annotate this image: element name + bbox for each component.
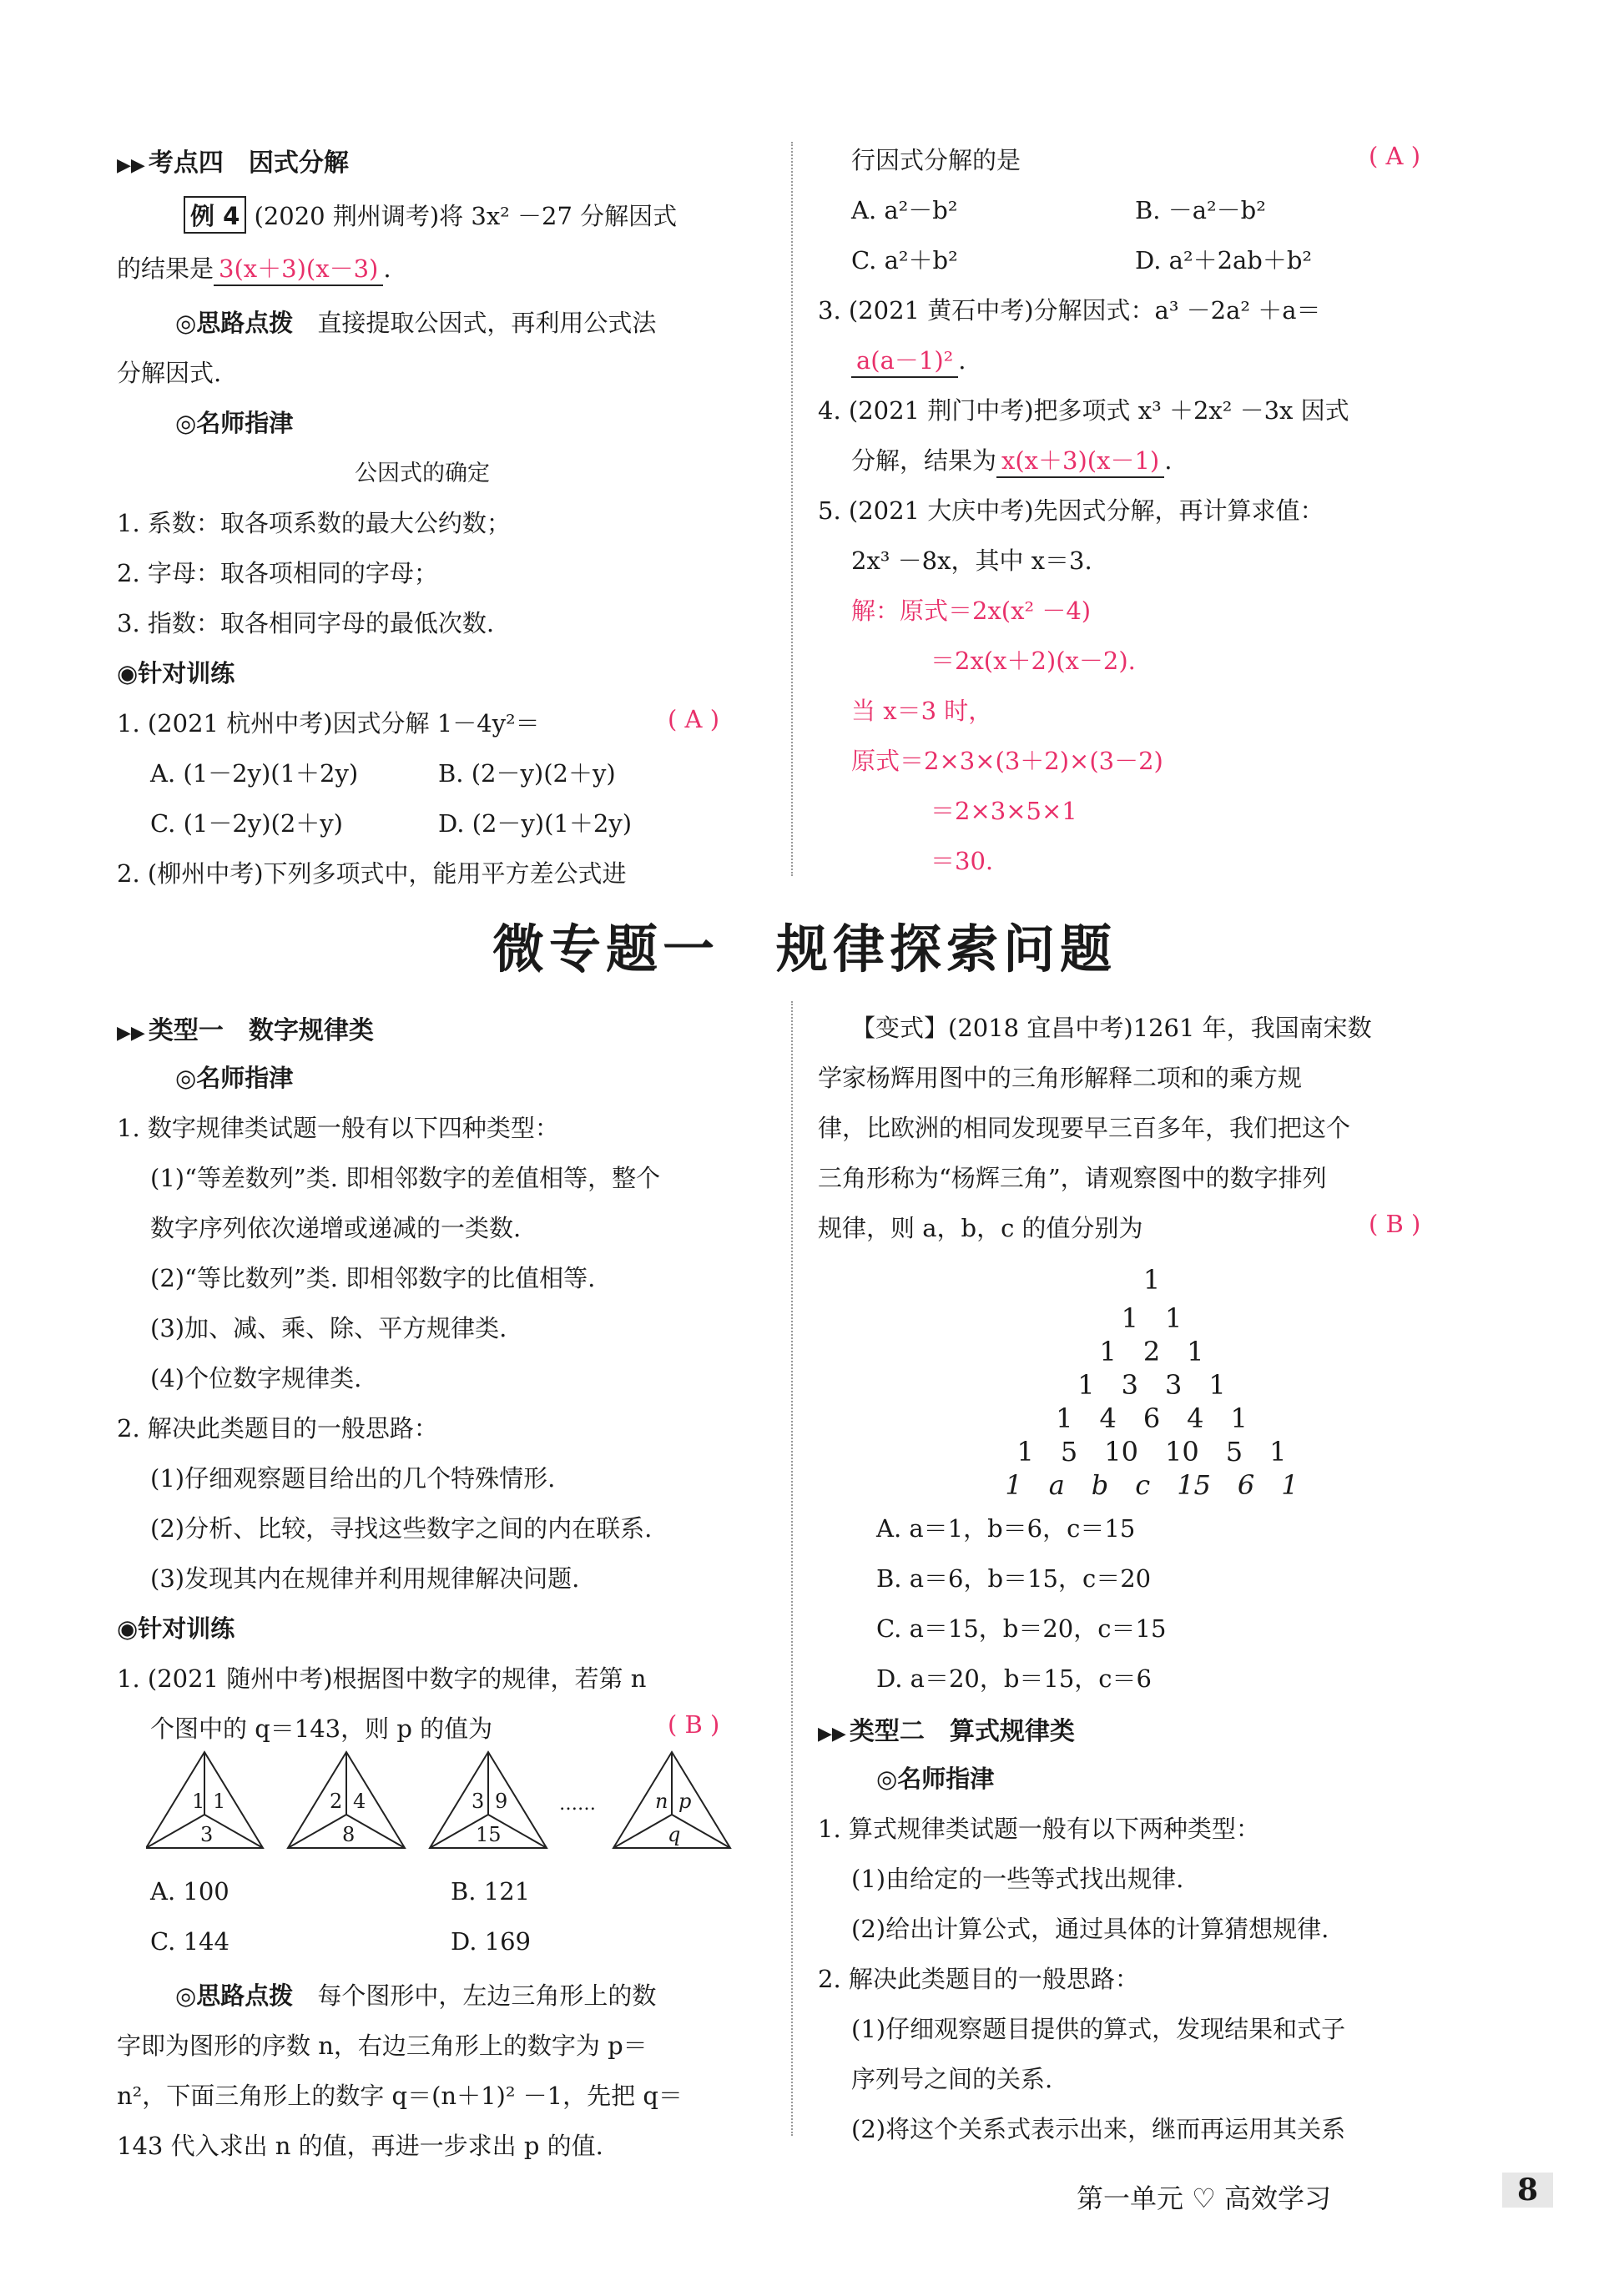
variant-answer: ( B ) <box>1369 1210 1421 1238</box>
formula-item-3: (2)给出计算公式，通过具体的计算猜想规律. <box>851 1915 1329 1943</box>
variant-line-2: 学家杨辉用图中的三角形解释二项和的乘方规 <box>818 1064 1303 1092</box>
fig1-left: 1 <box>192 1790 205 1813</box>
fig1-bottom: 3 <box>200 1823 214 1846</box>
q2-option-b: B. －a²－b² <box>1135 196 1266 224</box>
solution-6: ＝30. <box>931 847 994 875</box>
q1b-option-c: C. 144 <box>150 1927 229 1956</box>
ellipsis: …… <box>559 1794 596 1815</box>
variant-option-b: B. a＝6，b＝15，c＝20 <box>876 1564 1152 1593</box>
q5-line-2: 2x³ －8x，其中 x＝3. <box>851 546 1092 575</box>
yanghui-row-1: 1 <box>1142 1264 1161 1296</box>
q1b-option-a: A. 100 <box>150 1877 229 1906</box>
fig3-bottom: 15 <box>476 1823 502 1846</box>
hint-2-line-2: 字即为图形的序数 n，右边三角形上的数字为 p＝ <box>117 2032 648 2060</box>
rule-item-9: (2)分析、比较，寻找这些数字之间的内在联系. <box>150 1514 653 1543</box>
rule-item-5: (3)加、减、乘、除、平方规律类. <box>150 1314 507 1342</box>
arrow-icon: ▶▶ <box>818 1724 846 1745</box>
yanghui-row-4: 1 3 3 1 <box>1077 1369 1226 1401</box>
rule-item-8: (1)仔细观察题目给出的几个特殊情形. <box>150 1464 556 1493</box>
q4-answer: x(x＋3)(x－1) <box>996 442 1164 478</box>
q1-answer: ( A ) <box>668 705 720 733</box>
solution-4: 原式＝2×3×(3＋2)×(3－2) <box>851 747 1163 775</box>
teacher-label-2: ◎名师指津 <box>175 1064 294 1092</box>
arrow-icon: ▶▶ <box>117 155 145 176</box>
column-divider-top <box>791 142 793 876</box>
example-answer: 3(x＋3)(x－3) <box>214 250 383 286</box>
formula-item-2: (1)由给定的一些等式找出规律. <box>851 1865 1184 1893</box>
rule-item-7: 2. 解决此类题目的一般思路： <box>117 1414 438 1443</box>
q1-option-c: C. (1－2y)(2＋y) <box>150 809 343 838</box>
teacher-title: 公因式的确定 <box>355 461 490 486</box>
rule-item-10: (3)发现其内在规律并利用规律解决问题. <box>150 1564 580 1593</box>
training-label: ◉针对训练 <box>117 659 235 687</box>
q2-option-a: A. a²－b² <box>851 196 958 224</box>
fig2-right: 4 <box>353 1790 366 1813</box>
fig-n-left: n <box>655 1790 668 1813</box>
solution-5: ＝2×3×5×1 <box>931 797 1077 825</box>
formula-item-5: (1)仔细观察题目提供的算式，发现结果和式子 <box>851 2015 1346 2043</box>
yanghui-row-5: 1 4 6 4 1 <box>1056 1402 1248 1434</box>
rule-item-1: 1. 数字规律类试题一般有以下四种类型： <box>117 1114 559 1142</box>
variant-line-1: 【变式】(2018 宜昌中考)1261 年，我国南宋数 <box>851 1014 1372 1042</box>
rule-item-2: (1)“等差数列”类. 即相邻数字的差值相等，整个 <box>150 1164 661 1192</box>
q2-option-d: D. a²＋2ab＋b² <box>1135 246 1313 274</box>
q1-option-b: B. (2－y)(2＋y) <box>438 759 616 788</box>
formula-item-7: (2)将这个关系式表示出来，继而再运用其关系 <box>851 2115 1346 2143</box>
fig3-left: 3 <box>472 1790 485 1813</box>
yanghui-row-2: 1 1 <box>1121 1302 1183 1334</box>
q1: 1. (2021 杭州中考)因式分解 1－4y²＝ <box>117 709 540 738</box>
solution-1: 解：原式＝2x(x² －4) <box>851 597 1092 625</box>
arrow-icon: ▶▶ <box>117 1023 145 1044</box>
yanghui-row-6: 1 5 10 10 5 1 <box>1016 1436 1287 1468</box>
fig2-bottom: 8 <box>342 1823 356 1846</box>
q2-option-c: C. a²＋b² <box>851 246 958 274</box>
type-2-head: ▶▶ 类型二 算式规律类 <box>818 1717 1075 1746</box>
fig2-left: 2 <box>330 1790 343 1813</box>
q1b-option-d: D. 169 <box>451 1927 532 1956</box>
training-label-2: ◉针对训练 <box>117 1614 235 1643</box>
q1b-line-2: 个图中的 q＝143，则 p 的值为 <box>150 1714 493 1743</box>
rule-item-3: 数字序列依次递增或递减的一类数. <box>150 1214 522 1242</box>
fig-n-bottom: q <box>668 1823 681 1846</box>
section-head-4: ▶▶ 考点四 因式分解 <box>117 149 349 178</box>
rule-item-4: (2)“等比数列”类. 即相邻数字的比值相等. <box>150 1264 596 1292</box>
teacher-label-3: ◎名师指津 <box>876 1765 995 1793</box>
variant-option-a: A. a＝1，b＝6，c＝15 <box>876 1514 1136 1543</box>
fig3-right: 9 <box>495 1790 508 1813</box>
example-line: 例 4 (2020 荆州调考)将 3x² －27 分解因式 <box>184 196 677 234</box>
hint-2-line-4: 143 代入求出 n 的值，再进一步求出 p 的值. <box>117 2132 603 2160</box>
column-divider-bottom <box>791 1001 793 2136</box>
example-line-2: 的结果是 3(x＋3)(x－3) . <box>117 250 391 286</box>
formula-item-4: 2. 解决此类题目的一般思路： <box>818 1965 1139 1993</box>
hint-line-2: 分解因式. <box>117 359 222 387</box>
page-title: 微专题一 规律探索问题 <box>492 919 1117 979</box>
q5: 5. (2021 大庆中考)先因式分解，再计算求值： <box>818 496 1324 525</box>
q4: 4. (2021 荆门中考)把多项式 x³ ＋2x² －3x 因式 <box>818 396 1349 425</box>
variant-option-c: C. a＝15，b＝20，c＝15 <box>876 1614 1167 1643</box>
teacher-item-2: 2. 字母：取各项相同的字母； <box>117 559 438 587</box>
hint-2-line-3: n²，下面三角形上的数字 q＝(n＋1)² －1，先把 q＝ <box>117 2082 683 2110</box>
q2-answer: ( A ) <box>1369 142 1421 170</box>
hint: ◎思路点拨 直接提取公因式，再利用公式法 <box>175 309 657 337</box>
page-number: 8 <box>1502 2173 1553 2208</box>
hint-2: ◎思路点拨 每个图形中，左边三角形上的数 <box>175 1981 657 2010</box>
example-label: 例 4 <box>184 196 246 234</box>
type-1-head: ▶▶ 类型一 数字规律类 <box>117 1016 374 1045</box>
q3: 3. (2021 黄石中考)分解因式：a³ －2a² ＋a＝ <box>818 296 1321 325</box>
formula-item-6: 序列号之间的关系. <box>851 2065 1053 2093</box>
rule-item-6: (4)个位数字规律类. <box>150 1364 362 1392</box>
yanghui-row-3: 1 2 1 <box>1099 1336 1204 1367</box>
variant-line-3: 律，比欧洲的相同发现要早三百多年，我们把这个 <box>818 1114 1351 1142</box>
variant-line-5: 规律，则 a，b，c 的值分别为 <box>818 1214 1143 1242</box>
solution-3: 当 x＝3 时， <box>851 697 993 725</box>
q1b: 1. (2021 随州中考)根据图中数字的规律，若第 n <box>117 1664 647 1693</box>
teacher-item-3: 3. 指数：取各相同字母的最低次数. <box>117 609 495 637</box>
q3-answer-line: a(a－1)² . <box>851 342 966 378</box>
q1b-answer: ( B ) <box>668 1710 720 1739</box>
footer-text: 第一单元 ♡ 高效学习 <box>1077 2183 1332 2214</box>
solution-2: ＝2x(x＋2)(x－2). <box>931 647 1136 675</box>
formula-item-1: 1. 算式规律类试题一般有以下两种类型： <box>818 1815 1260 1843</box>
variant-option-d: D. a＝20，b＝15，c＝6 <box>876 1664 1153 1693</box>
fig1-right: 1 <box>213 1790 226 1813</box>
teacher-item-1: 1. 系数：取各项系数的最大公约数； <box>117 509 511 537</box>
yanghui-row-7: 1 a b c 15 6 1 <box>1005 1469 1299 1501</box>
q2-cont: 行因式分解的是 <box>851 146 1021 174</box>
q1-option-a: A. (1－2y)(1＋2y) <box>150 759 359 788</box>
q3-answer: a(a－1)² <box>851 342 958 378</box>
variant-line-4: 三角形称为“杨辉三角”，请观察图中的数字排列 <box>818 1164 1327 1192</box>
q1-option-d: D. (2－y)(1＋2y) <box>438 809 633 838</box>
q2: 2. (柳州中考)下列多项式中，能用平方差公式进 <box>117 859 627 888</box>
q4-line-2: 分解，结果为 x(x＋3)(x－1) . <box>851 442 1172 478</box>
teacher-label: ◎名师指津 <box>175 409 294 437</box>
fig-n-right: p <box>678 1790 692 1813</box>
q1b-option-b: B. 121 <box>451 1877 531 1906</box>
